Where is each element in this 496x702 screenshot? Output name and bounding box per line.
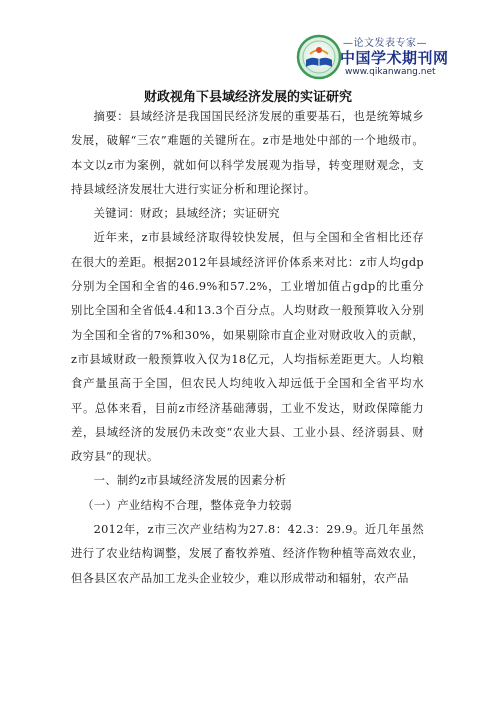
logo-brand-name: 中国学术期刊网 <box>340 49 449 67</box>
article-body <box>71 105 424 591</box>
book-globe-emblem-icon <box>296 34 342 80</box>
body-paragraph: 2012年，z市三次产业结构为27.8：42.3：29.9。近几年虽然进行了农业结构调整，发展了畜牧养殖、经济作物种植等高效农业，但各县区农产品加工龙头企业较少，难以形成带动和辐射，农产品 <box>71 523 424 585</box>
intro-paragraph: 近年来，z市县域经济取得较快发展，但与全国和全省相比还存在很大的差距。根据2012年县域经济评价体系来对比：z市人均gdp分别为全国和全省的46.9%和57.2%，工业增加值占gdp的比重分别比全国和全省低4.4和13.3个百分点。人均财政一般预算收入分别为全国和全省的7%和30%，如果剔除市直企业对财政收入的贡献，z市县域财政一般预算收入仅为18亿元，人均指标差距更大。人均粮食产量虽高于全国，但农民人均纯收入却远低于全国和全省平均水平。总体来看，目前z市经济基础薄弱，工业不发达，财政保障能力差，县域经济的发展仍未改变“农业大县、工业小县、经济弱县、财政穷县”的现状。 <box>71 231 424 464</box>
section-heading: 一、制约z市县域经济发展的因素分析 <box>93 474 287 488</box>
logo-url: www.qikanwang.net <box>345 67 436 77</box>
abstract-paragraph: 摘要：县域经济是我国国民经济发展的重要基石，也是统筹城乡发展，破解“三农”难题的关键所在。z市是地处中部的一个地级市。本文以z市为案例，就如何以科学发展观为指导，转变理财观念，支持县域经济发展壮大进行实证分析和理论探讨。 <box>71 110 424 196</box>
logo-tagline: —论文发表专家— <box>343 38 427 49</box>
subsection-heading: （一）产业结构不合理，整体竞争力较弱 <box>82 498 292 512</box>
site-logo <box>296 30 449 88</box>
article-title: 财政视角下县域经济发展的实证研究 <box>143 90 352 105</box>
keywords-paragraph: 关键词：财政；县域经济；实证研究 <box>93 207 280 221</box>
